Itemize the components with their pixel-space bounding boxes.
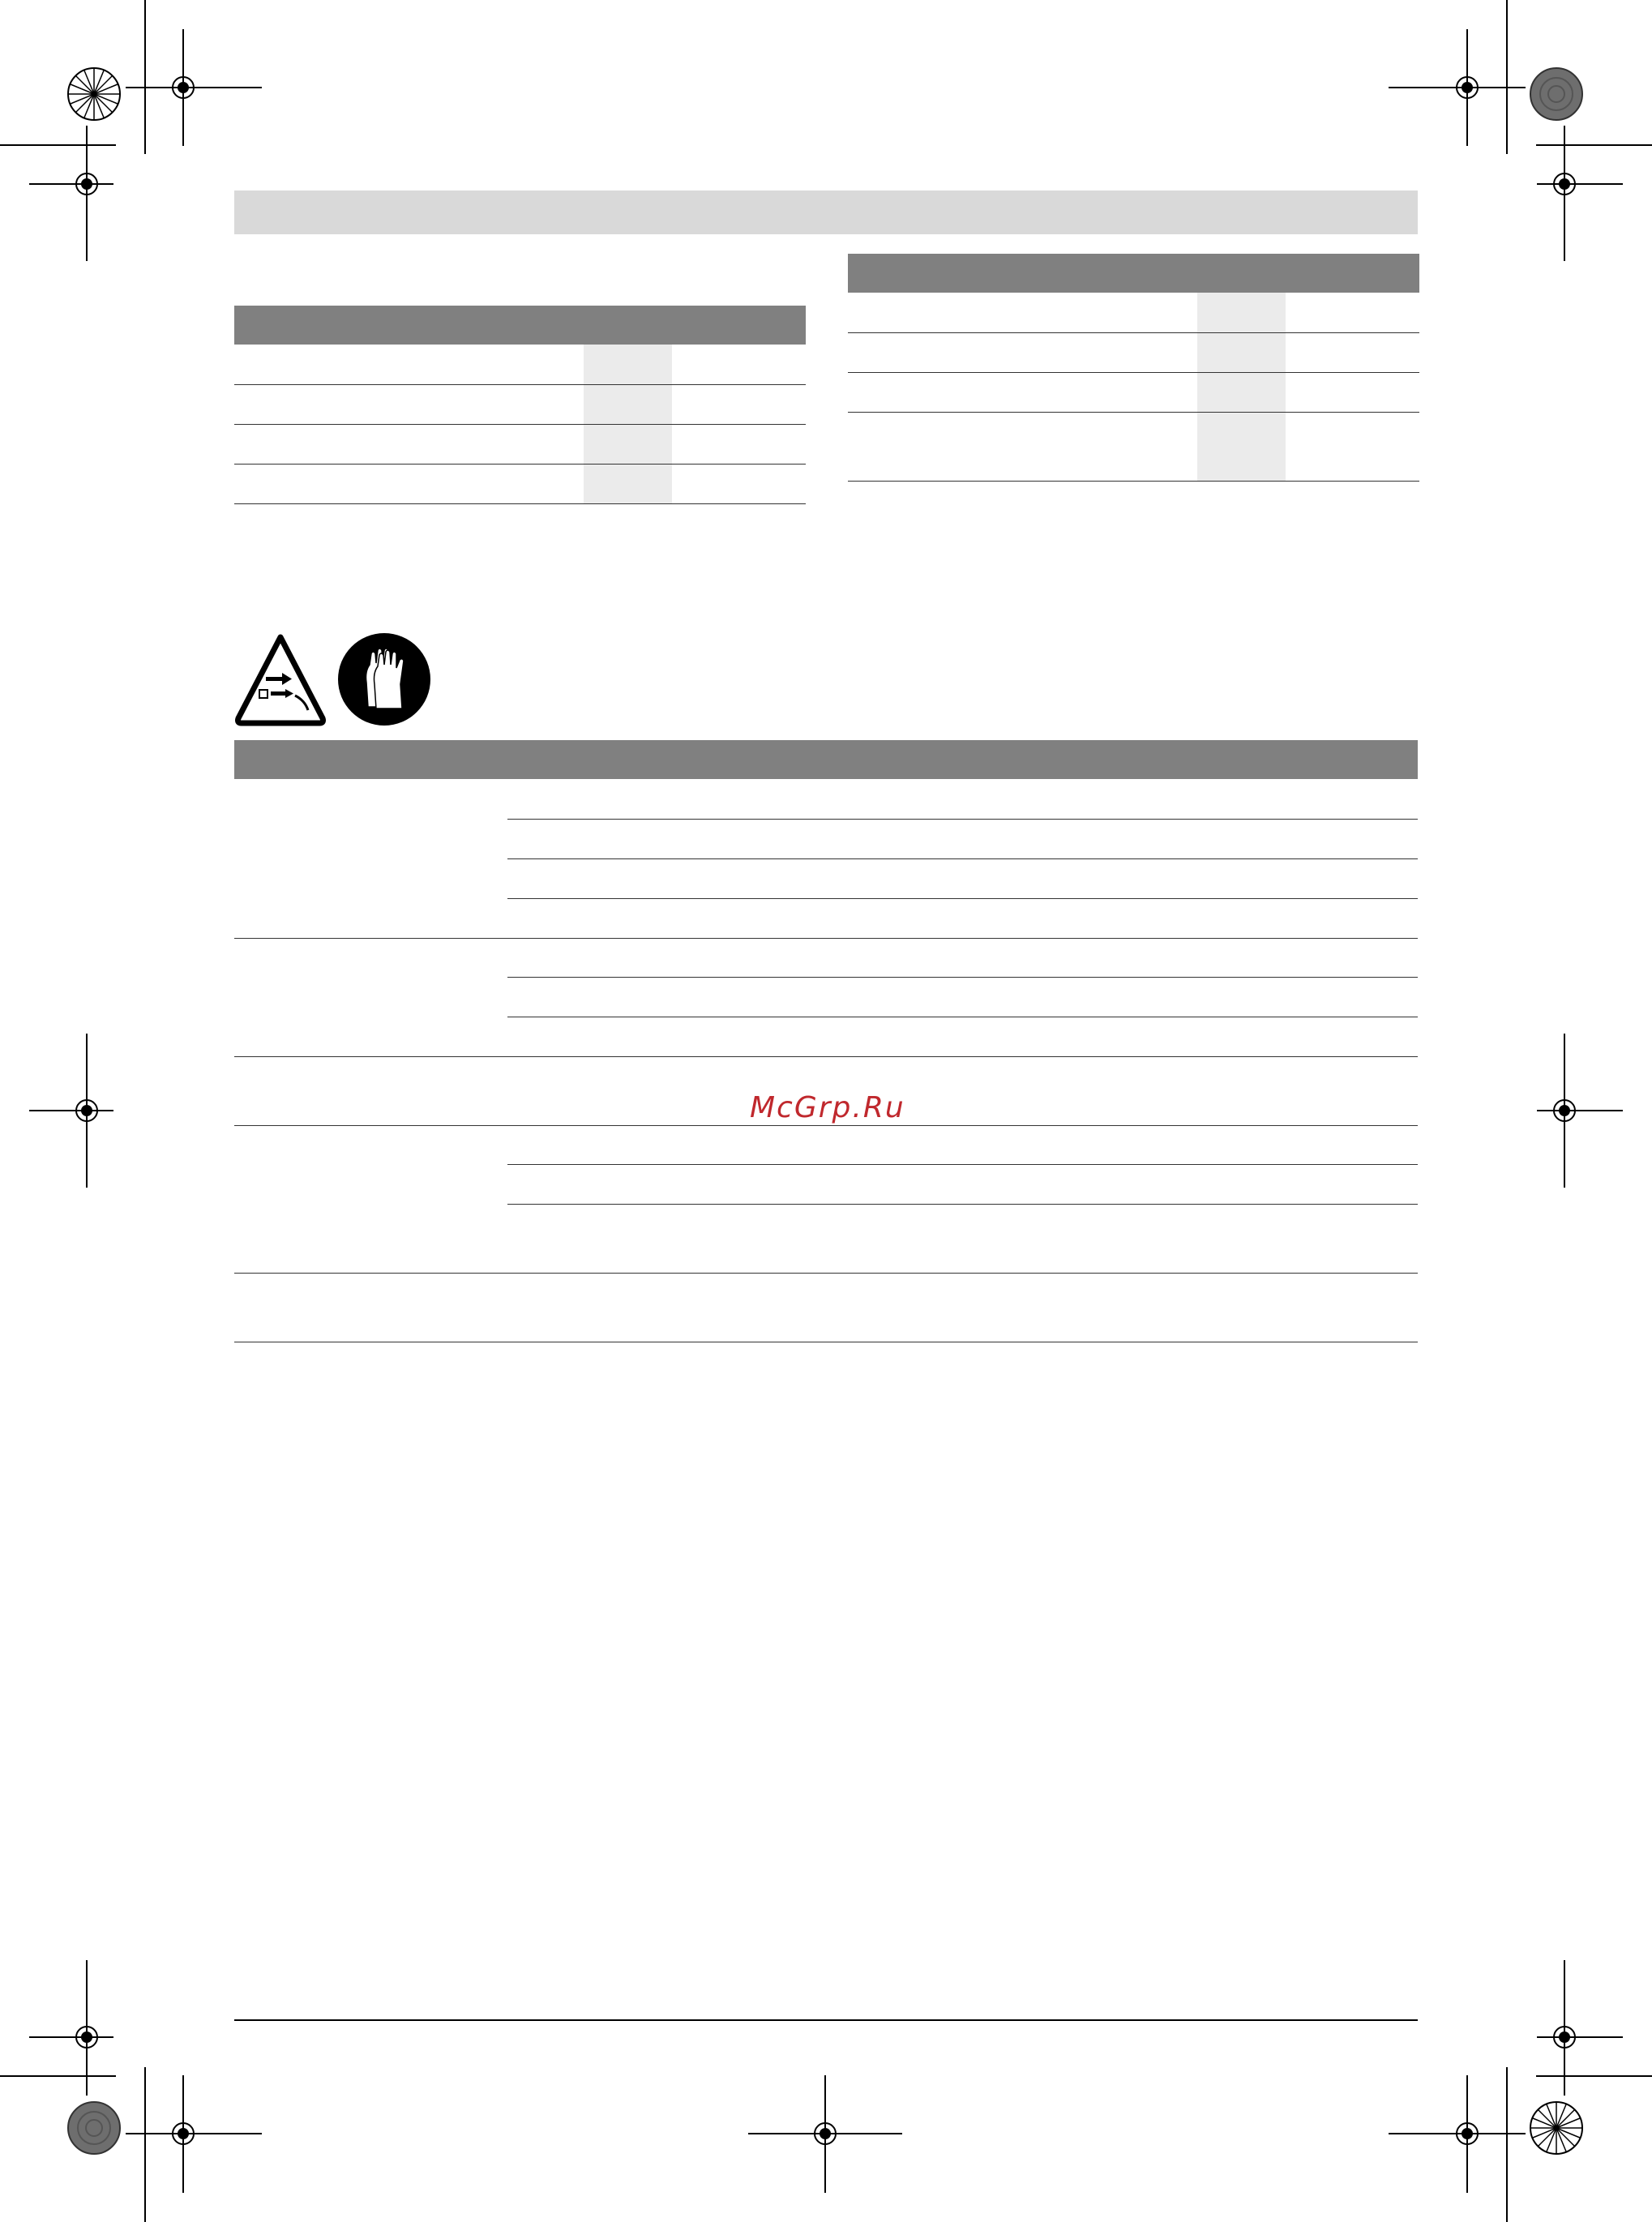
- cold-surface-warning-icon: [233, 632, 327, 726]
- wear-gloves-icon: [337, 632, 431, 726]
- table-subrow: [507, 819, 1418, 820]
- table-header: [234, 306, 806, 345]
- table-subrow: [507, 977, 1418, 978]
- table-row: [234, 503, 806, 504]
- table-row: [234, 1273, 1418, 1274]
- watermark-text: McGrp.Ru: [750, 1091, 905, 1124]
- table-subrow: [507, 898, 1418, 899]
- table-header: [848, 254, 1419, 293]
- table-subrow: [507, 1164, 1418, 1165]
- table-row: [234, 1125, 1418, 1126]
- page-header-band: [234, 191, 1418, 234]
- table-row: [848, 481, 1419, 482]
- table-row: [234, 384, 806, 385]
- table-row: [848, 332, 1419, 333]
- table-header: [234, 740, 1418, 779]
- table-row: [848, 412, 1419, 413]
- table-row: [848, 372, 1419, 373]
- table-subrow: [507, 858, 1418, 859]
- table-value-column: [1197, 293, 1286, 481]
- table-subrow: [507, 1204, 1418, 1205]
- table-row: [234, 938, 1418, 939]
- table-row: [234, 424, 806, 425]
- footer-rule: [234, 2019, 1418, 2021]
- table-row: [234, 1056, 1418, 1057]
- table-row: [234, 464, 806, 465]
